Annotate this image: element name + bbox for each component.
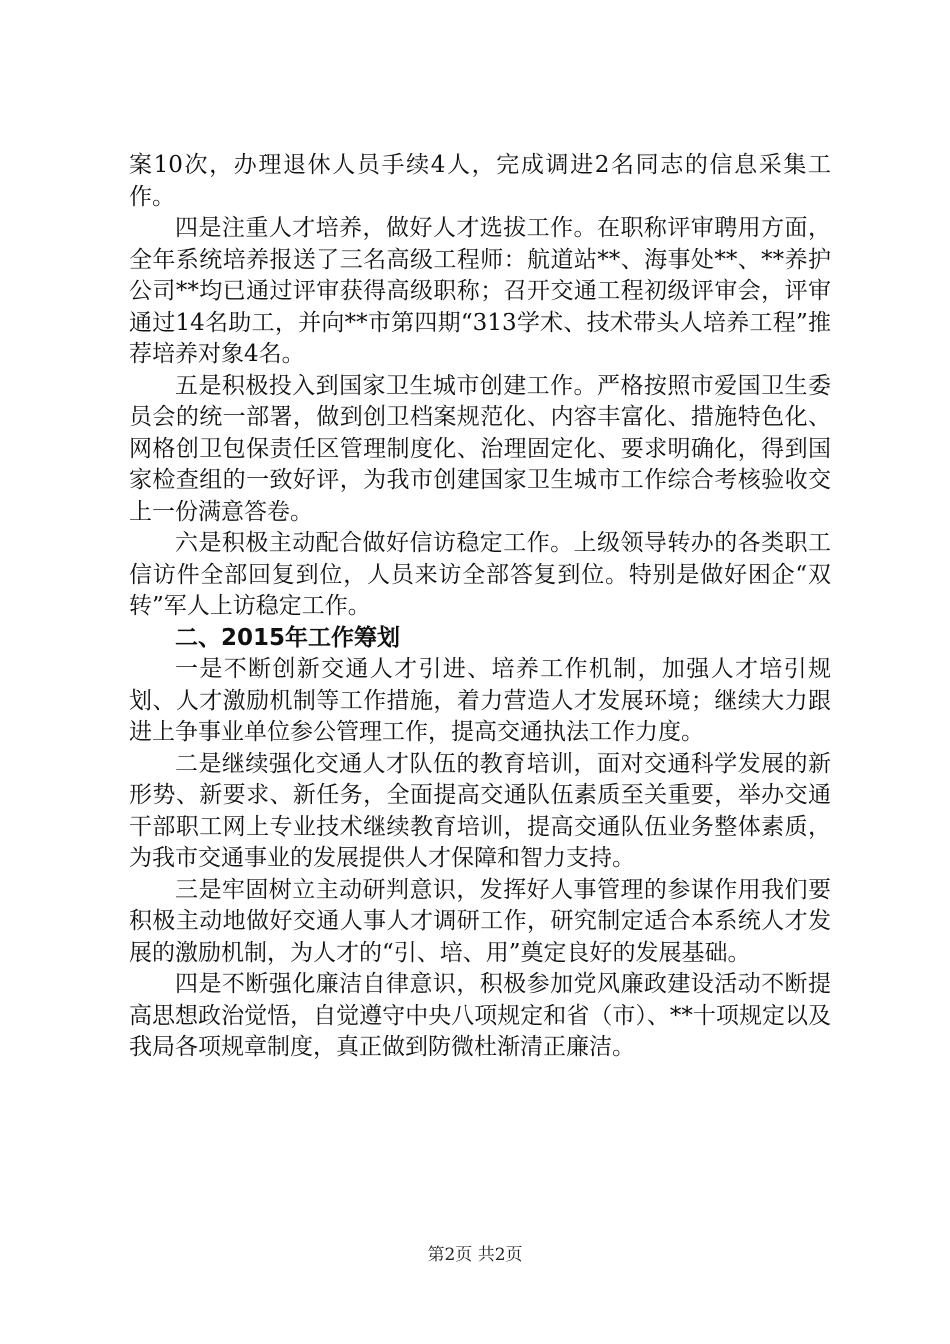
paragraph-plan-three: 三是牢固树立主动研判意识，发挥好人事管理的参谋作用我们要积极主动地做好交通人事人才调研工作，研究制定适合本系统人才发展的激励机制，为人才的“引、培、用”奠定良好的发展基础。 — [129, 876, 831, 966]
paragraph-sanitary-city: 五是积极投入到国家卫生城市创建工作。严格按照市爱国卫生委员会的统一部署，做到创卫档案规范化、内容丰富化、措施特色化、网格创卫包保责任区管理制度化、治理固定化、要求明确化，得到国家检查组的一致好评，为我市创建国家卫生城市工作综合考核验收交上一份满意答卷。 — [129, 372, 831, 525]
paragraph-continuation: 案10次，办理退休人员手续4人，完成调进2名同志的信息采集工作。 — [129, 152, 831, 210]
paragraph-talent-training: 四是注重人才培养，做好人才选拔工作。在职称评审聘用方面，全年系统培养报送了三名高级工程师：航道站**、海事处**、**养护公司**均已通过评审获得高级职称；召开交通工程初级评审会，评审通过14名助工，并向**市第四期“313学术、技术带头人培养工程”推荐培养对象4名。 — [129, 215, 831, 367]
paragraph-petition-stability: 六是积极主动配合做好信访稳定工作。上级领导转办的各类职工信访件全部回复到位，人员来访全部答复到位。特别是做好困企“双转”军人上访稳定工作。 — [129, 530, 831, 619]
paragraph-plan-two: 二是继续强化交通人才队伍的教育培训，面对交通科学发展的新形势、新要求、新任务，全面提高交通队伍素质至关重要，举办交通干部职工网上专业技术继续教育培训，提高交通队伍业务整体素质，为我市交通事业的发展提供人才保障和智力支持。 — [129, 750, 831, 871]
paragraph-plan-four: 四是不断强化廉洁自律意识，积极参加党风廉政建设活动不断提高思想政治觉悟，自觉遵守中央八项规定和省（市）、**十项规定以及我局各项规章制度，真正做到防微杜渐清正廉洁。 — [129, 971, 831, 1060]
document-body — [129, 150, 831, 1064]
section-heading-2015-plan: 二、2015年工作筹划 — [175, 624, 401, 651]
page-footer: 第2页 共2页 — [427, 1245, 523, 1265]
paragraph-plan-one: 一是不断创新交通人才引进、培养工作机制，加强人才培引规划、人才激励机制等工作措施，着力营造人才发展环境；继续大力跟进上争事业单位参公管理工作，提高交通执法工作力度。 — [129, 656, 831, 745]
